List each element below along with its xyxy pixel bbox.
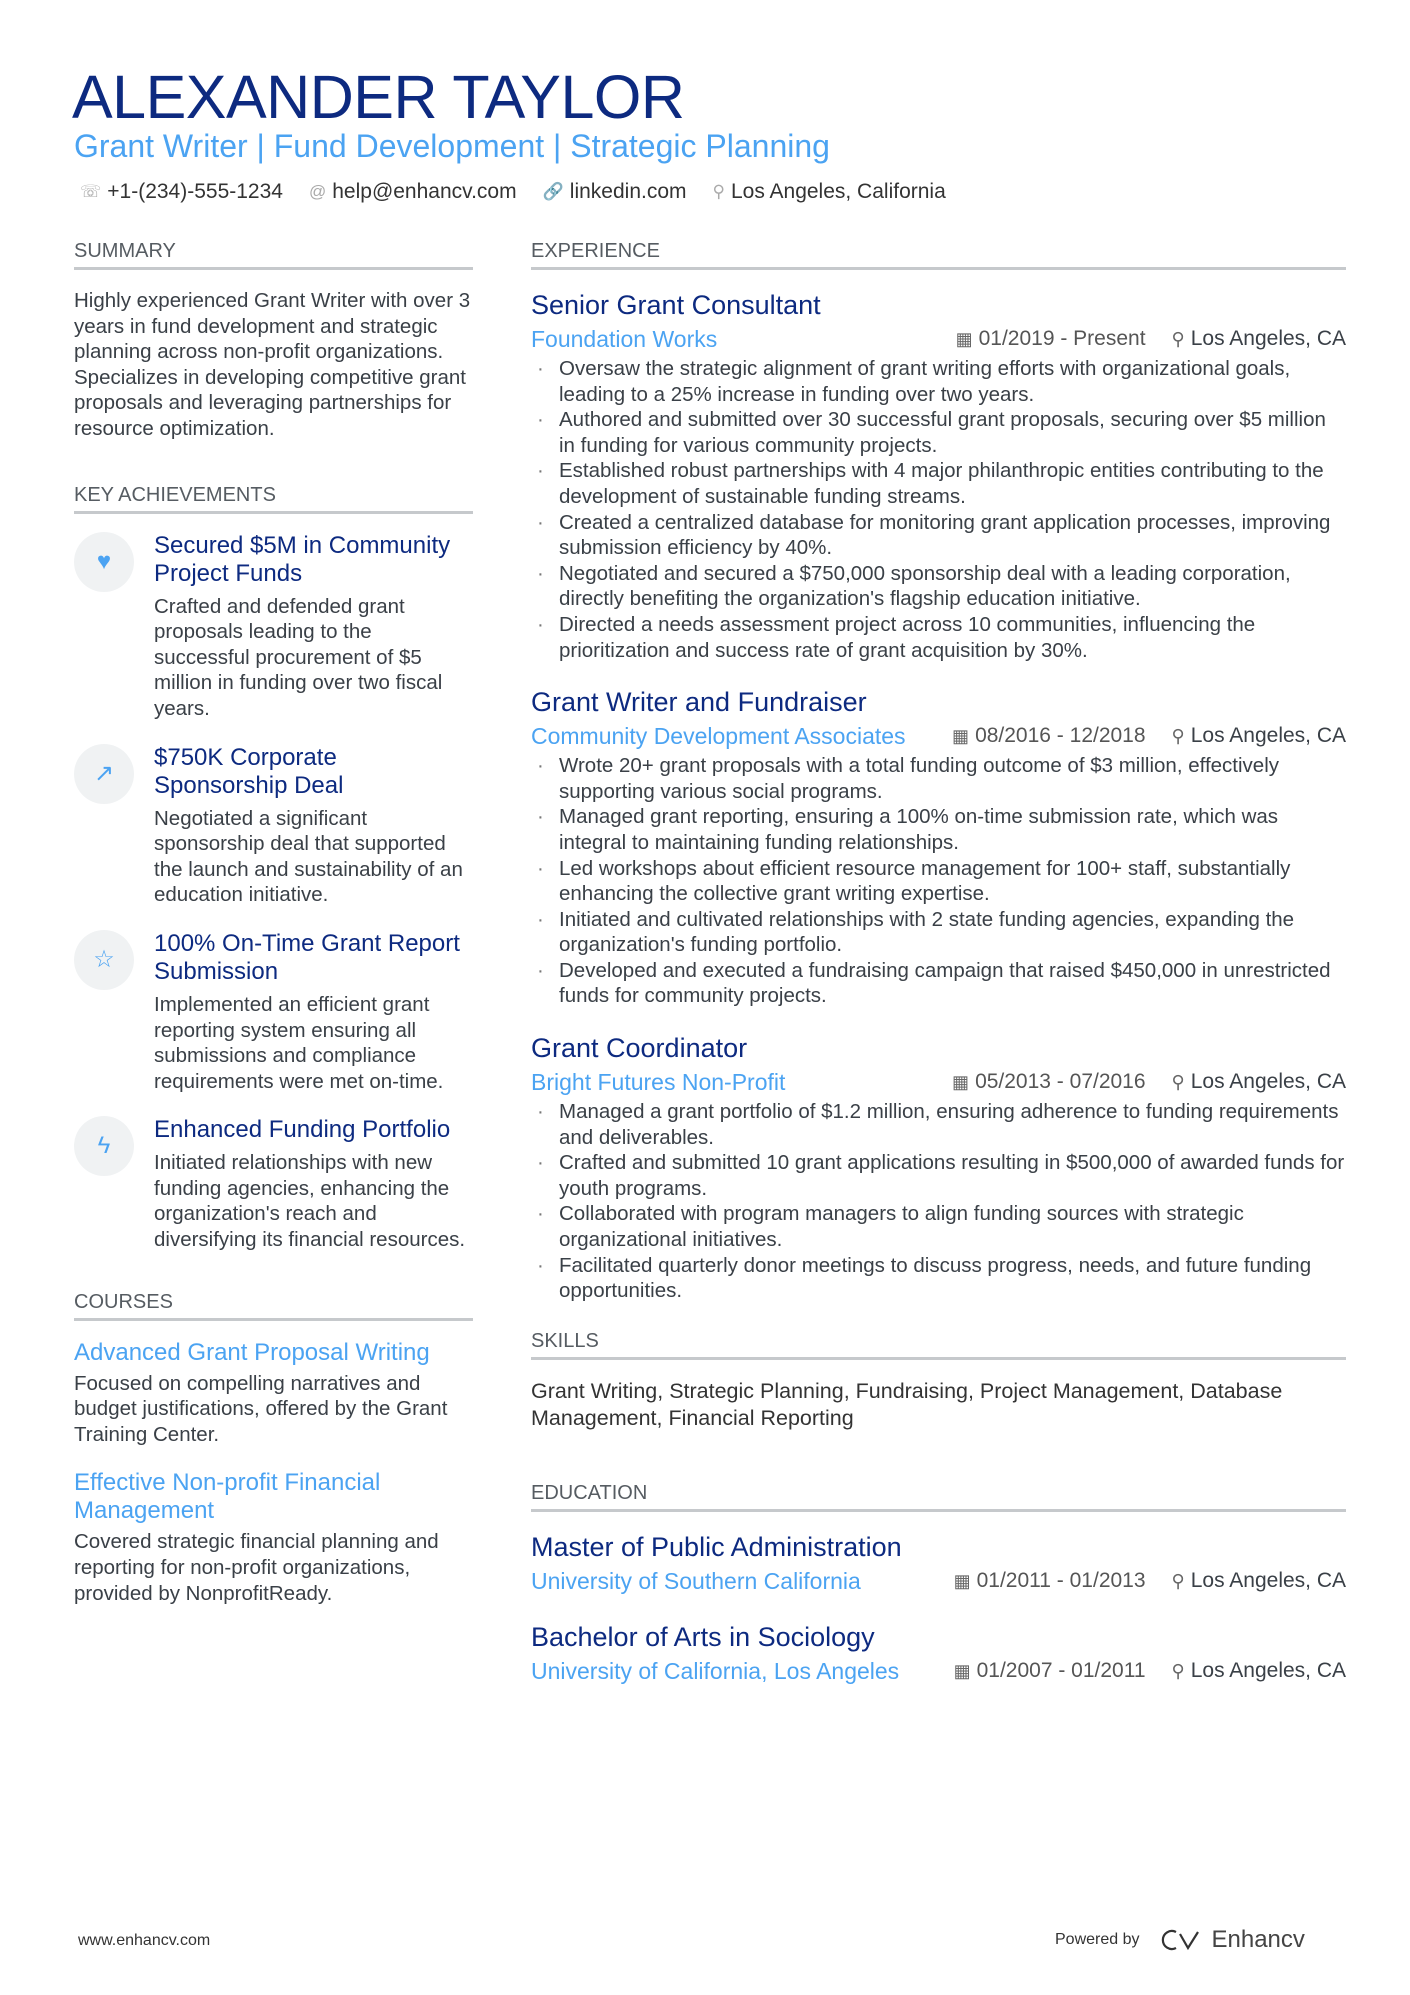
achievement-icon-badge xyxy=(74,744,134,804)
location xyxy=(1172,1065,1346,1099)
experience-entry-title: Grant Coordinator xyxy=(531,1033,748,1064)
experience-entry-organization[interactable]: Bright Futures Non-Profit xyxy=(531,1069,786,1096)
calendar-icon: ▦ xyxy=(952,726,970,747)
strategy-icon: ↗ xyxy=(93,760,115,788)
education-entry-title: Bachelor of Arts in Sociology xyxy=(531,1621,875,1652)
achievement-icon-badge xyxy=(74,532,134,592)
location-text: Los Angeles, CA xyxy=(1190,1658,1346,1682)
dates-text: 08/2016 - 12/2018 xyxy=(975,724,1146,748)
dates-text: 01/2019 - Present xyxy=(978,327,1146,350)
calendar-icon: ▦ xyxy=(953,1660,971,1681)
achievement-content xyxy=(154,744,473,908)
location-pin-icon: ⚲ xyxy=(1171,329,1185,349)
achievement-text: Implemented an efficient grant reporting system ensuring all submissions and compliance requirements were met on-time. xyxy=(154,992,444,1093)
experience-entry-bullets xyxy=(531,356,1346,663)
course-text: Covered strategic financial planning and reporting for non-profit organizations, provided by NonprofitReady. xyxy=(74,1530,439,1605)
summary-text: Highly experienced Grant Writer with over 3 years in fund development and strategic planning across non-profit organizations. Specializes in developing competitive grant proposals and leveraging partnerships for resource optimization. xyxy=(74,289,471,440)
skills-text: Grant Writing, Strategic Planning, Fundraising, Project Management, Database Management, Financial Reporting xyxy=(531,1378,1283,1430)
bullet-item: · Negotiated and secured a $750,000 sponsorship deal with a leading corporation, directly benefiting the organization's flagship education initiative. xyxy=(531,561,1346,612)
date-range xyxy=(952,1065,1146,1099)
experience-entry-organization[interactable]: Foundation Works xyxy=(531,326,718,352)
link-icon: 🔗 xyxy=(542,182,564,201)
experience-entry-bullets xyxy=(531,753,1346,1009)
meta-right xyxy=(956,322,1346,356)
achievement-text: Negotiated a significant sponsorship deal that supported the launch and sustainability of an education initiative. xyxy=(154,806,463,907)
experience-section xyxy=(531,238,1346,1304)
education-entry xyxy=(531,1530,1346,1598)
experience-entry-title: Senior Grant Consultant xyxy=(531,290,821,320)
left-column xyxy=(74,238,473,1628)
bullet-item: · Crafted and submitted 10 grant applications resulting in $500,000 of awarded funds for youth programs. xyxy=(531,1150,1346,1201)
bullet-item: · Directed a needs assessment project across 10 communities, influencing the prioritization and success rate of grant acquisition by 30%. xyxy=(531,612,1346,663)
brand-name: Enhancv xyxy=(1211,1926,1305,1953)
achievements-section xyxy=(74,482,473,1253)
date-range xyxy=(952,719,1146,753)
section-heading: SUMMARY xyxy=(74,238,473,270)
experience-entry-meta xyxy=(531,719,1346,753)
bullet-item: · Developed and executed a fundraising campaign that raised $450,000 in unrestricted funds for community projects. xyxy=(531,958,1346,1009)
calendar-icon: ▦ xyxy=(952,1072,970,1093)
section-heading: EDUCATION xyxy=(531,1480,1346,1512)
lightning-icon: ϟ xyxy=(97,1132,111,1160)
location-text: Los Angeles, CA xyxy=(1190,327,1346,350)
summary-section xyxy=(74,238,473,442)
meta-right xyxy=(952,719,1346,753)
course-title[interactable]: Advanced Grant Proposal Writing xyxy=(74,1338,430,1366)
education-section xyxy=(531,1480,1346,1688)
experience-entry-bullets xyxy=(531,1099,1346,1304)
section-heading: EXPERIENCE xyxy=(531,238,1346,270)
course-item xyxy=(74,1339,473,1448)
dates-text: 05/2013 - 07/2016 xyxy=(975,1070,1146,1094)
dates-text: 01/2011 - 01/2013 xyxy=(976,1568,1146,1592)
achievement-item xyxy=(74,930,473,1094)
achievement-content xyxy=(154,532,473,722)
location xyxy=(1172,1654,1346,1688)
education-entry-meta xyxy=(531,1654,1346,1688)
calendar-icon: ▦ xyxy=(953,1570,971,1591)
achievement-icon-badge xyxy=(74,930,134,990)
contact-text: linkedin.com xyxy=(569,180,687,203)
location-text: Los Angeles, CA xyxy=(1190,1568,1346,1592)
at-icon: @ xyxy=(308,182,327,201)
bullet-item: · Led workshops about efficient resource management for 100+ staff, substantially enhancing the collective grant writing expertise. xyxy=(531,856,1346,907)
achievement-text: Initiated relationships with new funding agencies, enhancing the organization's reach and diversifying its financial resources. xyxy=(154,1151,466,1252)
heart-icon: ♥ xyxy=(96,547,112,575)
contact-text: help@enhancv.com xyxy=(332,180,517,203)
bullet-item: · Oversaw the strategic alignment of grant writing efforts with organizational goals, leading to a 25% increase in funding over two years. xyxy=(531,356,1346,407)
achievement-item xyxy=(74,1116,473,1252)
education-entry-title: Master of Public Administration xyxy=(531,1531,902,1562)
course-title[interactable]: Effective Non-profit Financial Management xyxy=(74,1469,381,1525)
candidate-title: Grant Writer | Fund Development | Strategic Planning xyxy=(74,128,830,164)
bullet-item: · Established robust partnerships with 4 major philanthropic entities contributing to the development of sustainable funding streams. xyxy=(531,458,1346,509)
meta-right xyxy=(952,1065,1346,1099)
achievement-title: 100% On-Time Grant Report Submission xyxy=(154,929,460,985)
candidate-name: ALEXANDER TAYLOR xyxy=(72,63,685,131)
experience-entry xyxy=(531,288,1346,663)
contact-text: Los Angeles, California xyxy=(730,180,946,203)
contact-item[interactable] xyxy=(309,178,517,206)
meta-right xyxy=(954,1654,1346,1688)
bullet-item: · Created a centralized database for monitoring grant application processes, improving submission efficiency by 40%. xyxy=(531,510,1346,561)
bullet-item: · Authored and submitted over 30 successful grant proposals, securing over $5 million in funding for various community projects. xyxy=(531,407,1346,458)
location-text: Los Angeles, CA xyxy=(1190,724,1346,748)
section-heading: SKILLS xyxy=(531,1328,1346,1360)
education-entry xyxy=(531,1620,1346,1688)
right-column xyxy=(531,238,1346,1710)
enhancv-logo xyxy=(1158,1926,1305,1954)
location xyxy=(1172,322,1346,356)
achievement-item xyxy=(74,744,473,908)
bullet-item: · Initiated and cultivated relationships with 2 state funding agencies, expanding the organization's funding portfolio. xyxy=(531,907,1346,958)
courses-section xyxy=(74,1289,473,1607)
achievement-title: Secured $5M in Community Project Funds xyxy=(154,531,451,587)
skills-section xyxy=(531,1328,1346,1432)
experience-entry xyxy=(531,685,1346,1009)
calendar-icon: ▦ xyxy=(955,329,973,349)
footer-brand xyxy=(1055,1926,1305,1954)
experience-entry-meta xyxy=(531,1065,1346,1099)
phone-icon: ☏ xyxy=(80,182,102,201)
contact-item[interactable] xyxy=(543,178,687,206)
contact-text: +1-(234)-555-1234 xyxy=(107,180,283,203)
location-icon: ⚲ xyxy=(712,182,725,201)
experience-entry xyxy=(531,1031,1346,1304)
date-range xyxy=(954,1564,1146,1598)
location xyxy=(1172,1564,1346,1598)
education-entry-organization[interactable]: University of California, Los Angeles xyxy=(531,1657,900,1684)
achievement-item xyxy=(74,532,473,722)
contact-bar xyxy=(80,178,946,206)
location xyxy=(1172,719,1346,753)
achievement-title: Enhanced Funding Portfolio xyxy=(154,1116,451,1144)
star-icon: ☆ xyxy=(93,946,115,974)
bullet-item: · Collaborated with program managers to align funding sources with strategic organizational initiatives. xyxy=(531,1201,1346,1252)
dates-text: 01/2007 - 01/2011 xyxy=(976,1658,1146,1682)
footer-website[interactable]: www.enhancv.com xyxy=(78,1932,211,1949)
achievement-content xyxy=(154,930,473,1094)
course-text: Focused on compelling narratives and budget justifications, offered by the Grant Training Center. xyxy=(74,1371,448,1446)
location-text: Los Angeles, CA xyxy=(1190,1070,1346,1094)
enhancv-logo-icon xyxy=(1158,1928,1204,1952)
education-entry-organization[interactable]: University of Southern California xyxy=(531,1567,861,1594)
contact-item[interactable] xyxy=(713,178,946,206)
bullet-item: · Wrote 20+ grant proposals with a total funding outcome of $3 million, effectively supporting various social programs. xyxy=(531,753,1346,804)
experience-entry-title: Grant Writer and Fundraiser xyxy=(531,687,867,718)
achievement-icon-badge xyxy=(74,1116,134,1176)
experience-entry-organization[interactable]: Community Development Associates xyxy=(531,723,906,750)
experience-entry-meta xyxy=(531,322,1346,356)
bullet-item: · Managed grant reporting, ensuring a 100% on-time submission rate, which was integral to maintaining funding relationships. xyxy=(531,804,1346,855)
achievement-title: $750K Corporate Sponsorship Deal xyxy=(154,743,344,799)
meta-right xyxy=(954,1564,1346,1598)
section-heading: KEY ACHIEVEMENTS xyxy=(74,482,473,514)
achievement-content xyxy=(154,1116,473,1252)
bullet-item: · Facilitated quarterly donor meetings to discuss progress, needs, and future funding opportunities. xyxy=(531,1253,1346,1304)
location-pin-icon: ⚲ xyxy=(1171,1570,1185,1591)
bullet-item: · Managed a grant portfolio of $1.2 million, ensuring adherence to funding requirements and deliverables. xyxy=(531,1099,1346,1150)
location-pin-icon: ⚲ xyxy=(1171,726,1185,747)
achievement-text: Crafted and defended grant proposals leading to the successful procurement of $5 million in funding over two fiscal years. xyxy=(154,594,443,720)
date-range xyxy=(954,1654,1146,1688)
location-pin-icon: ⚲ xyxy=(1171,1072,1185,1093)
section-heading: COURSES xyxy=(74,1289,473,1321)
date-range xyxy=(956,322,1146,356)
location-pin-icon: ⚲ xyxy=(1171,1660,1185,1681)
powered-by-label: Powered by xyxy=(1055,1931,1140,1948)
education-entry-meta xyxy=(531,1564,1346,1598)
contact-item[interactable] xyxy=(80,178,283,206)
course-item xyxy=(74,1469,473,1606)
